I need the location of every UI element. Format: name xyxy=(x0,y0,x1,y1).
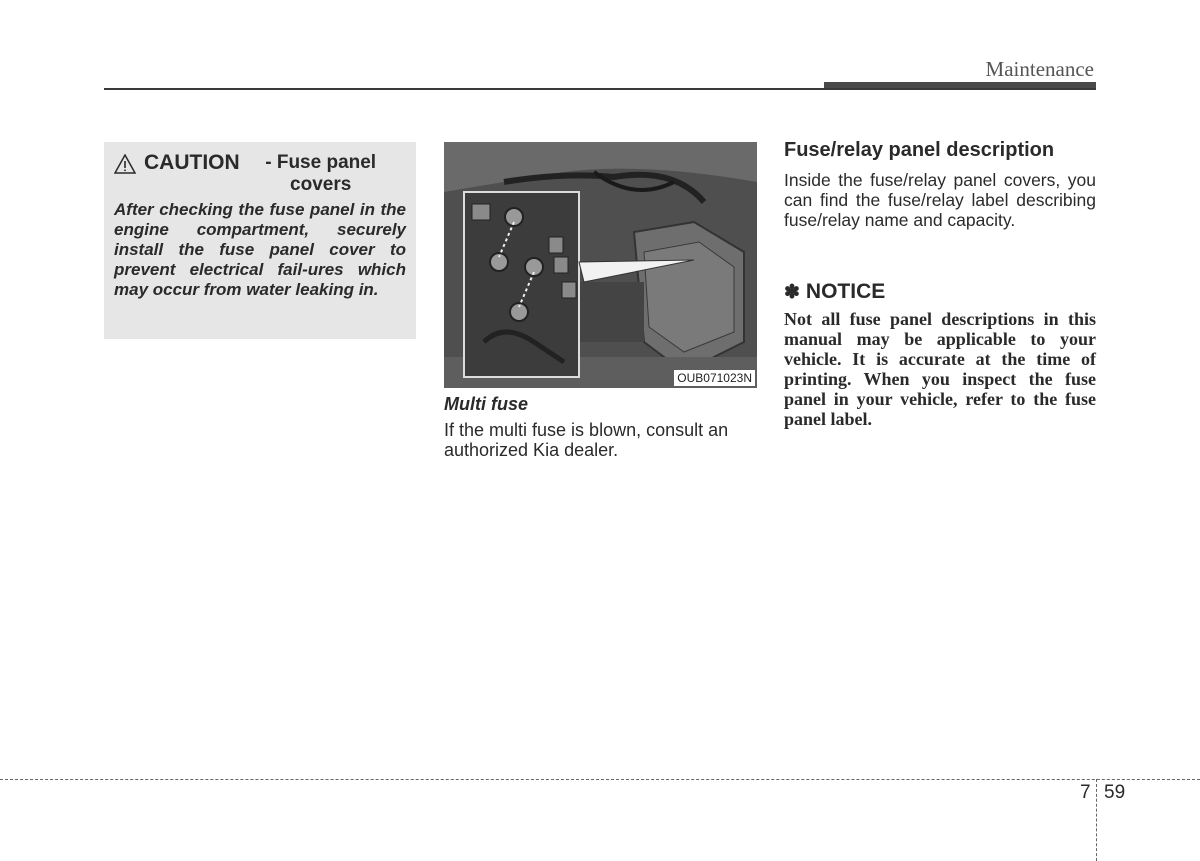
section-text: Inside the fuse/relay panel covers, you can find the fuse/relay label describing fuse/relay name and capacity. xyxy=(784,170,1096,230)
caution-label: CAUTION xyxy=(144,151,240,174)
warning-triangle-icon xyxy=(114,154,136,174)
engine-compartment-illustration xyxy=(444,142,757,388)
caution-title: - Fuse panel covers xyxy=(265,152,377,195)
figure-caption: Multi fuse xyxy=(444,394,528,414)
section-heading: Fuse/relay panel description xyxy=(784,139,1055,161)
notice-label: NOTICE xyxy=(805,280,886,303)
figure-code: OUB071023N xyxy=(674,370,755,386)
multi-fuse-photo xyxy=(444,142,757,388)
figure-description: If the multi fuse is blown, consult an authorized Kia dealer. xyxy=(444,420,729,460)
notice-heading xyxy=(784,280,885,304)
running-header-title: Maintenance xyxy=(985,57,1094,81)
footer-divider xyxy=(1096,779,1097,861)
caution-box xyxy=(104,142,416,339)
notice-text: Not all fuse panel descriptions in this manual may be applicable to your vehicle. It is accurate at the time of printing. When you inspect the fuse panel in your vehicle, refer to the fuse panel label. xyxy=(784,309,1096,429)
notice-star-icon: ✽ xyxy=(784,281,800,303)
footer-rule xyxy=(0,779,1200,780)
page-number: 59 xyxy=(1104,782,1126,803)
header-rule xyxy=(104,88,1096,90)
chapter-number: 7 xyxy=(1080,782,1091,803)
caution-heading xyxy=(114,152,406,196)
caution-text: After checking the fuse panel in the engine compartment, securely install the fuse panel cover to prevent electrical fail-ures which may occur from water leaking in. xyxy=(114,200,406,299)
